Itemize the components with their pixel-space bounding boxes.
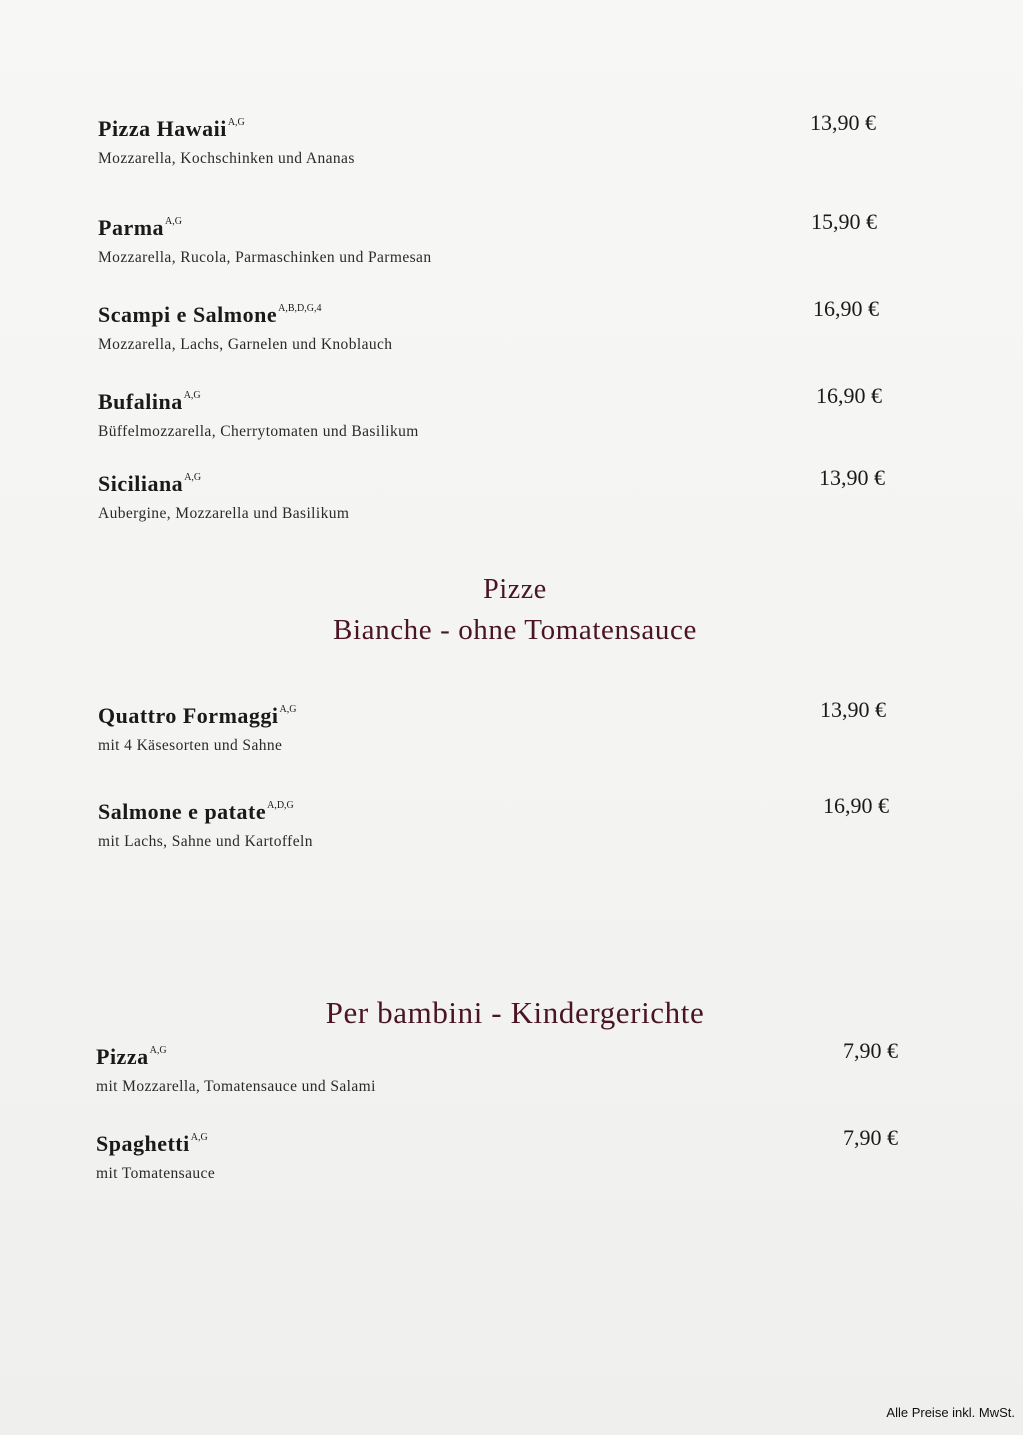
menu-item (0, 1125, 1023, 1201)
item-price: 13,90 € (820, 697, 886, 722)
item-description: mit Lachs, Sahne und Kartoffeln (98, 833, 313, 850)
menu-item (0, 209, 1023, 285)
item-name: Pizza$^{A,G}$ (96, 1044, 167, 1069)
item-name: Pizza Hawaii$^{A,G}$ (98, 116, 245, 141)
item-price: 15,90 € (811, 209, 877, 234)
menu-item (0, 793, 1023, 869)
allergen-codes: A,G (149, 1045, 167, 1056)
section-heading-kindergerichte: Per bambini - Kindergerichte (325, 995, 705, 1030)
item-name: Siciliana$^{A,G}$ (98, 471, 202, 496)
allergen-codes: A,D,G (267, 800, 294, 811)
item-description: Mozzarella, Rucola, Parmaschinken und Parmesan (98, 249, 432, 266)
allergen-codes: A,G (190, 1132, 208, 1143)
section-subheading-bianche: Bianche - ohne Tomatensauce (333, 614, 697, 646)
allergen-codes: A,G (184, 472, 202, 483)
item-name: Salmone e patate$^{A,D,G}$ (98, 799, 294, 824)
item-name: Scampi e Salmone$^{A,B,D,G,4}$ (98, 302, 322, 327)
item-description: Mozzarella, Lachs, Garnelen und Knoblauch (98, 336, 393, 353)
menu-item (0, 110, 1023, 186)
menu-item (0, 465, 1023, 541)
menu-item (0, 1038, 1023, 1114)
footer-note: Alle Preise inkl. MwSt. (886, 1405, 1015, 1420)
item-price: 16,90 € (823, 793, 889, 818)
item-description: mit 4 Käsesorten und Sahne (98, 737, 283, 754)
item-description: mit Tomatensauce (96, 1165, 216, 1182)
menu-item (0, 383, 1023, 459)
item-description: mit Mozzarella, Tomatensauce und Salami (96, 1078, 376, 1095)
allergen-codes: A,G (227, 117, 245, 128)
allergen-codes: A,G (279, 704, 297, 715)
allergen-codes: A,G (165, 216, 182, 227)
item-price: 13,90 € (819, 465, 885, 490)
item-name: Parma$^{A,G}$ (98, 215, 182, 240)
item-price: 13,90 € (810, 110, 876, 135)
item-name: Bufalina$^{A,G}$ (98, 389, 201, 414)
item-description: Aubergine, Mozzarella und Basilikum (98, 505, 350, 522)
item-description: Büffelmozzarella, Cherrytomaten und Basilikum (98, 423, 419, 440)
allergen-codes: A,G (183, 390, 201, 401)
item-name: Spaghetti$^{A,G}$ (96, 1131, 208, 1156)
item-description: Mozzarella, Kochschinken und Ananas (98, 150, 355, 167)
item-name: Quattro Formaggi$^{A,G}$ (98, 703, 297, 728)
item-price: 16,90 € (816, 383, 882, 408)
item-price: 7,90 € (843, 1038, 898, 1063)
menu-item (0, 296, 1023, 372)
menu-item (0, 697, 1023, 773)
item-price: 16,90 € (813, 296, 879, 321)
allergen-codes: A,B,D,G,4 (278, 303, 322, 314)
section-heading-pizze: Pizze (483, 574, 547, 605)
item-price: 7,90 € (843, 1125, 898, 1150)
